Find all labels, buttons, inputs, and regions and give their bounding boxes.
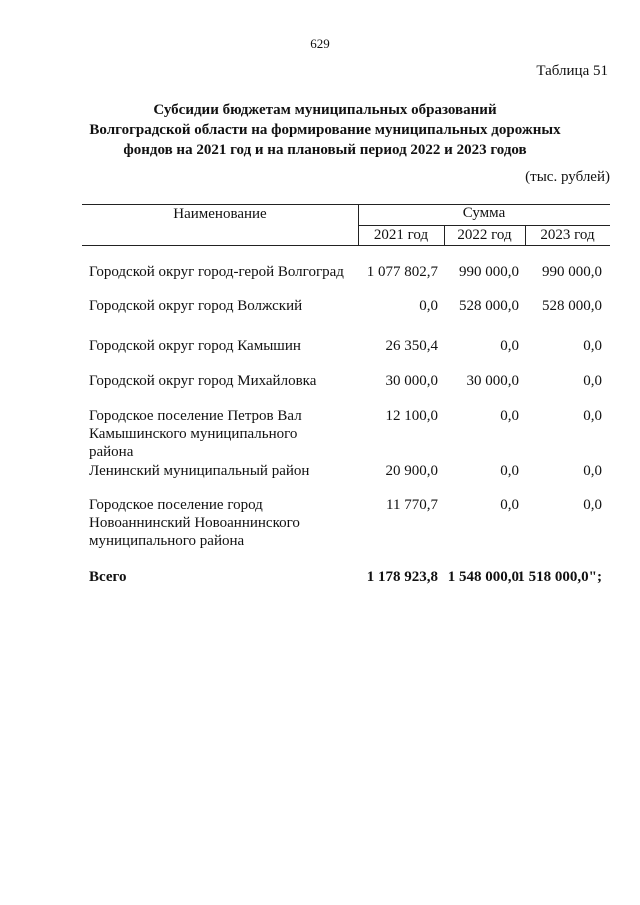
value-2023: 0,0 — [583, 338, 602, 354]
row-name: Ленинский муниципальный район — [89, 463, 310, 479]
header-year-2023: 2023 год — [540, 227, 595, 243]
table-row — [89, 337, 614, 372]
value-2023: 990 000,0 — [542, 264, 602, 280]
row-name: Городской округ город Камышин — [89, 338, 301, 354]
table-row — [89, 263, 614, 297]
total-row — [89, 568, 614, 586]
value-2023: 528 000,0 — [542, 298, 602, 314]
table-row — [89, 462, 614, 496]
row-name: Городской округ город Михайловка — [89, 373, 317, 389]
value-2022: 990 000,0 — [459, 264, 519, 280]
total-2023: 1 518 000,0"; — [517, 569, 602, 585]
value-2021: 26 350,4 — [385, 338, 438, 354]
total-label: Всего — [89, 569, 127, 585]
header-rule-middle — [358, 225, 610, 226]
row-name: Городское поселение Петров Вал Камышинского муниципального района — [89, 408, 302, 460]
total-2022: 1 548 000,0 — [447, 569, 519, 585]
value-2021: 20 900,0 — [385, 463, 438, 479]
title-line: Волгоградской области на формирование муниципальных дорожных — [89, 122, 561, 138]
value-2021: 12 100,0 — [385, 408, 438, 424]
units-label: (тыс. рублей) — [525, 169, 610, 185]
table-row — [89, 407, 614, 462]
value-2021: 11 770,7 — [386, 497, 438, 513]
value-2023: 0,0 — [583, 463, 602, 479]
value-2023: 0,0 — [583, 497, 602, 513]
page-number: 629 — [310, 36, 330, 51]
value-2021: 1 077 802,7 — [366, 264, 438, 280]
value-2022: 0,0 — [500, 463, 519, 479]
table-row — [89, 372, 614, 407]
table-row — [89, 297, 614, 337]
row-name: Городской округ город Волжский — [89, 298, 303, 314]
header-rule-bottom — [82, 245, 610, 246]
table-row — [89, 496, 614, 566]
title-line: фондов на 2021 год и на плановый период 2022 и 2023 годов — [123, 142, 527, 158]
total-2021: 1 178 923,8 — [366, 569, 438, 585]
row-name: Городской округ город-герой Волгоград — [89, 264, 344, 280]
table-body — [89, 263, 614, 566]
title-line: Субсидии бюджетам муниципальных образований — [153, 102, 497, 118]
header-year-2021: 2021 год — [373, 227, 429, 243]
value-2022: 528 000,0 — [459, 298, 519, 314]
header-name: Наименование — [173, 206, 267, 222]
value-2022: 30 000,0 — [466, 373, 519, 389]
value-2022: 0,0 — [500, 338, 519, 354]
value-2023: 0,0 — [583, 373, 602, 389]
value-2023: 0,0 — [583, 408, 602, 424]
table-title — [60, 100, 590, 160]
value-2021: 0,0 — [419, 298, 438, 314]
table-header — [82, 204, 610, 246]
value-2021: 30 000,0 — [385, 373, 438, 389]
header-sum: Сумма — [462, 205, 506, 221]
value-2022: 0,0 — [500, 408, 519, 424]
header-year-2022: 2022 год — [457, 227, 512, 243]
value-2022: 0,0 — [500, 497, 519, 513]
row-name: Городское поселение город Новоаннинский Новоаннинского муниципального района — [89, 497, 300, 549]
table-label: Таблица 51 — [536, 63, 608, 79]
